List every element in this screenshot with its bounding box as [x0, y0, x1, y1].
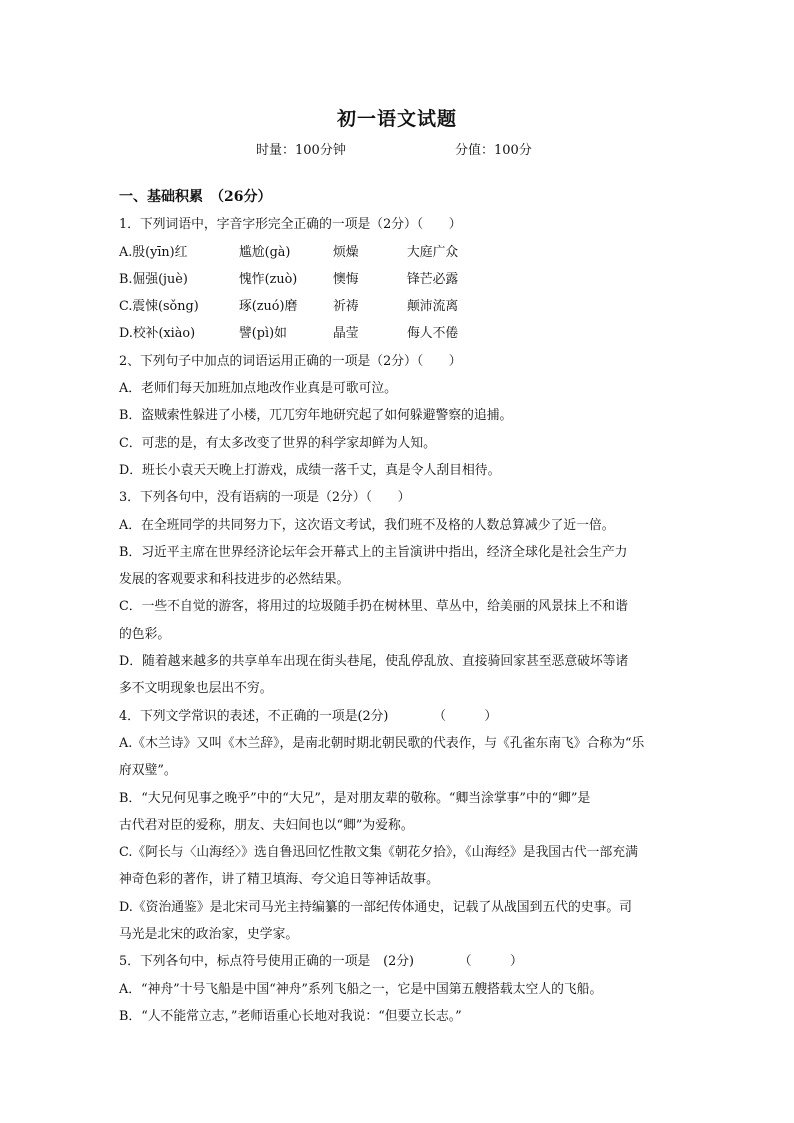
exam-content: [119, 184, 679, 1030]
question-4-line: 马光是北宋的政治家，史学家。: [119, 927, 299, 943]
question-4-line: 古代君对臣的爱称，朋友、夫妇间也以“卿”为爱称。: [119, 817, 414, 833]
option-cell: A.殷(yīn)红: [119, 244, 188, 260]
question-2-option-a: A．老师们每天加班加点地改作业真是可歌可泣。: [119, 381, 397, 397]
question-3-line: B．习近平主席在世界经济论坛年会开幕式上的主旨演讲中指出，经济全球化是社会生产力: [119, 544, 628, 560]
option-cell: D.校补(xiào): [119, 326, 196, 342]
question-4-line: 府双璧”。: [119, 763, 177, 779]
question-4-line: A.《木兰诗》又叫《木兰辞》，是南北朝时期北朝民歌的代表作，与《孔雀东南飞》合称为“乐: [119, 735, 645, 751]
question-1-stem: 1．下列词语中，字音字形完全正确的一项是（2分）（ ）: [119, 217, 462, 233]
question-2-option-d: D．班长小袁天天晚上打游戏，成绩一落千丈，真是令人刮目相待。: [119, 462, 501, 478]
question-1-option-a: [119, 239, 679, 266]
section-heading: 一、基础积累 （26分）: [119, 189, 272, 205]
option-cell: 晶莹: [333, 326, 359, 342]
option-cell: 大庭广众: [407, 244, 459, 260]
question-1-option-c: [119, 293, 679, 320]
question-4-line: B．“大兄何见事之晚乎”中的“大兄”，是对朋友辈的敬称。“卿当涂掌事”中的“卿”是: [119, 790, 591, 806]
option-cell: 侮人不倦: [407, 326, 459, 342]
question-1-option-d: [119, 320, 679, 347]
question-3-line: D．随着越来越多的共享单车出现在街头巷尾，使乱停乱放、直接骑回家甚至恶意破坏等诸: [119, 654, 629, 670]
exam-meta: [0, 139, 794, 159]
option-cell: 愧怍(zuò): [239, 271, 298, 287]
question-3-line: A．在全班同学的共同努力下，这次语文考试，我们班不及格的人数总算减少了近一倍。: [119, 517, 615, 533]
option-cell: 颠沛流离: [407, 299, 459, 315]
question-5-stem: 5．下列各句中，标点符号使用正确的一项是 (2分) （ ）: [119, 954, 523, 970]
question-2-option-b: B．盗贼索性躲进了小楼，兀兀穷年地研究起了如何躲避警察的追捕。: [119, 408, 513, 424]
question-5-line: A．“神舟”十号飞船是中国“神舟”系列飞船之一，它是中国第五艘搭载太空人的飞船。: [119, 981, 603, 997]
question-3-line: 的色彩。: [119, 626, 171, 642]
option-cell: 锋芒必露: [407, 271, 459, 287]
question-3-line: C．一些不自觉的游客，将用过的垃圾随手扔在树林里、草丛中，给美丽的风景抹上不和谐: [119, 599, 628, 615]
question-4-line: D.《资治通鉴》是北宋司马光主持编纂的一部纪传体通史，记载了从战国到五代的史事。司: [119, 899, 632, 915]
question-4-line: C.《阿长与〈山海经〉》选自鲁迅回忆性散文集《朝花夕拾》，《山海经》是我国古代一部充满: [119, 845, 638, 861]
option-cell: B.倔强(juè): [119, 271, 188, 287]
option-cell: 懊悔: [333, 271, 359, 287]
exam-total-score: 分值：100分: [455, 143, 532, 158]
question-4-line: 神奇色彩的著作，讲了精卫填海、夸父追日等神话故事。: [119, 872, 439, 888]
option-cell: C.震悚(sǒng): [119, 299, 199, 315]
question-4-stem: 4．下列文学常识的表述，不正确的一项是(2分) （ ）: [119, 708, 498, 724]
question-5-line: B．“人不能常立志，”老师语重心长地对我说：“但要立长志。”: [119, 1008, 462, 1024]
question-2-stem: 2、下列句子中加点的词语运用正确的一项是（2分）（ ）: [119, 353, 462, 369]
question-2-option-c: C．可悲的是，有太多改变了世界的科学家却鲜为人知。: [119, 435, 436, 451]
question-3-line: 发展的客观要求和科技进步的必然结果。: [119, 572, 350, 588]
option-cell: 譬(pì)如: [239, 326, 287, 342]
option-cell: 烦燥: [333, 244, 359, 260]
option-cell: 琢(zuó)磨: [239, 299, 298, 315]
question-3-stem: 3．下列各句中，没有语病的一项是（2分）（ ）: [119, 490, 411, 506]
exam-duration: 时量：100分钟: [256, 143, 346, 158]
question-3-line: 多不文明现象也层出不穷。: [119, 681, 273, 697]
option-cell: 祈祷: [333, 299, 359, 315]
question-1-option-b: [119, 266, 679, 293]
page-title: 初一语文试题: [336, 108, 457, 130]
option-cell: 尴尬(gà): [239, 244, 291, 260]
